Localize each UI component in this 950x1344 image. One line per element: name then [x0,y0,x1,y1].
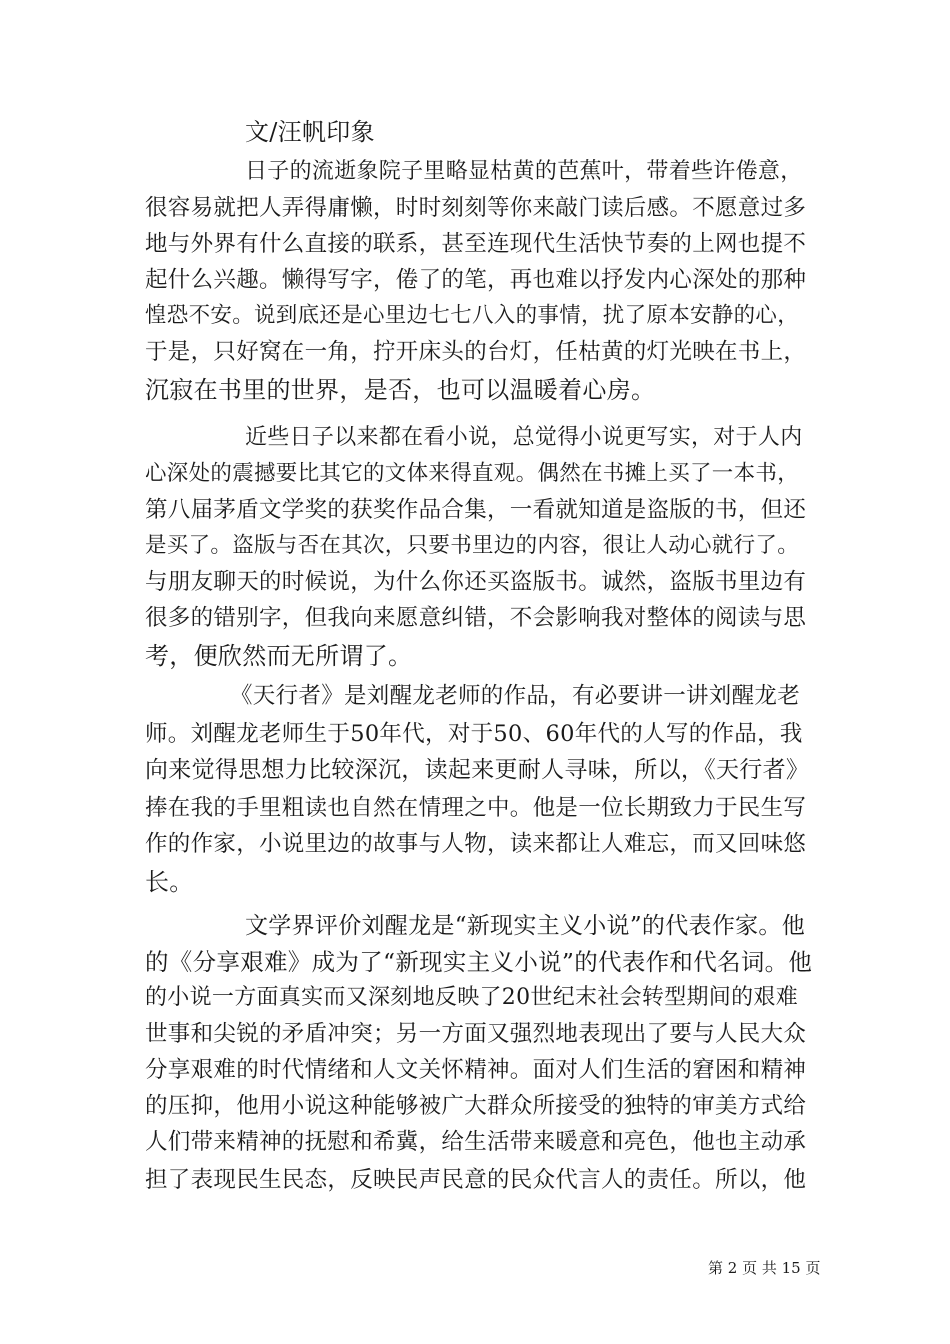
body-line: 作的作家，小说里边的故事与人物，读来都让人难忘，而又回味悠 [145,831,807,857]
body-line: 第八届茅盾文学奖的获奖作品合集，一看就知道是盗版的书，但还 [145,497,807,523]
body-line: 与朋友聊天的时候说，为什么你还买盗版书。诚然，盗版书里边有 [145,569,807,595]
body-line: 很多的错别字，但我向来愿意纠错，不会影响我对整体的阅读与思 [145,605,807,631]
body-line: 师。刘醒龙老师生于50年代，对于50、60年代的人写的作品，我 [145,721,803,747]
body-line: 惶恐不安。说到底还是心里边七七八入的事情，扰了原本安静的心， [145,303,800,328]
body-line: 《天行者》是刘醒龙老师的作品，有必要讲一讲刘醒龙老 [230,683,801,709]
body-line: 分享艰难的时代情绪和人文关怀精神。面对人们生活的窘困和精神 [145,1057,807,1083]
body-line: 是买了。盗版与否在其次，只要书里边的内容，很让人动心就行了。 [145,533,800,558]
body-line: 长。 [145,868,194,896]
body-line: 地与外界有什么直接的联系，甚至连现代生活快节奏的上网也提不 [145,231,807,257]
body-line: 日子的流逝象院子里略显枯黄的芭蕉叶，带着些许倦意， [245,159,803,184]
body-line: 担了表现民生民态，反映民声民意的民众代言人的责任。所以，他 [145,1167,807,1193]
body-line: 心深处的震撼要比其它的文体来得直观。偶然在书摊上买了一本书， [145,461,800,486]
body-line: 近些日子以来都在看小说，总觉得小说更写实，对于人内 [245,425,803,450]
body-line: 文学界评价刘醒龙是“新现实主义小说”的代表作家。他 [245,913,806,939]
body-line: 于是，只好窝在一角，拧开床头的台灯，任枯黄的灯光映在书上， [145,339,807,365]
body-line: 世事和尖锐的矛盾冲突；另一方面又强烈地表现出了要与人民大众 [145,1021,807,1047]
body-line: 的压抑，他用小说这种能够被广大群众所接受的独特的审美方式给 [145,1093,807,1119]
body-line: 的《分享艰难》成为了“新现实主义小说”的代表作和代名词。他 [145,948,813,976]
body-line: 很容易就把人弄得庸懒，时时刻刻等你来敲门读后感。不愿意过多 [145,195,807,221]
body-line: 起什么兴趣。懒得写字，倦了的笔，再也难以抒发内心深处的那种 [145,267,807,293]
body-line: 沉寂在书里的世界，是否，也可以温暖着心房。 [145,376,656,404]
body-line: 人们带来精神的抚慰和希冀，给生活带来暖意和亮色，他也主动承 [145,1129,807,1155]
byline: 文/汪帆印象 [245,118,375,146]
body-line: 捧在我的手里粗读也自然在情理之中。他是一位长期致力于民生写 [145,795,807,821]
body-line: 的小说一方面真实而又深刻地反映了20世纪末社会转型期间的艰难 [145,985,798,1010]
page-indicator: 第 2 页 共 15 页 [708,1259,821,1277]
body-line: 向来觉得思想力比较深沉，读起来更耐人寻味，所以，《天行者》 [145,757,810,783]
body-line: 考，便欣然而无所谓了。 [145,642,413,670]
